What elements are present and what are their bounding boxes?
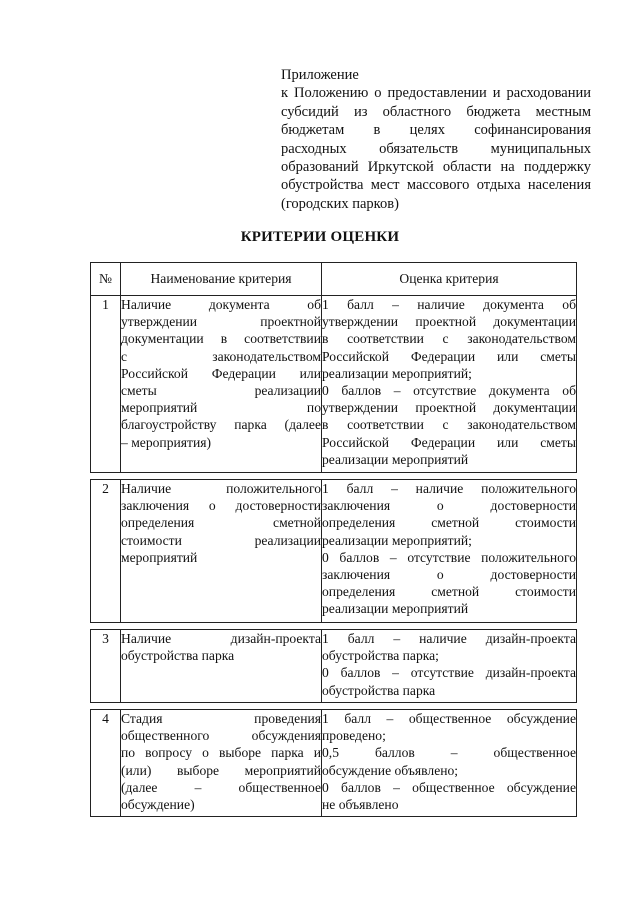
annex-line: Приложение: [281, 67, 359, 83]
criterion-score-line: 0 баллов – отсутствие положительного: [322, 549, 576, 565]
criterion-score-line: 0 баллов – отсутствие дизайн-проекта: [322, 665, 576, 681]
criterion-score-line: не объявлено: [322, 797, 399, 813]
criterion-score-line: реализации мероприятий;: [322, 365, 472, 381]
spacer-cell: [91, 473, 121, 480]
criterion-score-line: 1 балл – наличие положительного: [322, 481, 576, 496]
criterion-name-line: определения сметной: [121, 515, 321, 531]
criterion-name-line: стоимости реализации: [121, 532, 321, 548]
criterion-score-line: 1 балл – общественное обсуждение: [322, 711, 576, 726]
criterion-name-line: – мероприятия): [121, 434, 212, 450]
criterion-name-line: (или) выборе мероприятий: [121, 762, 321, 778]
criterion-name-line: Российской Федерации или: [121, 365, 321, 381]
annex-line: (городских парков): [281, 195, 399, 212]
criterion-score-line: реализации мероприятий;: [322, 532, 472, 548]
table-row: [91, 630, 577, 703]
criterion-score-line: Российской Федерации или сметы: [322, 348, 576, 364]
criterion-name-line: Наличие положительного: [121, 481, 321, 496]
criteria-table: [90, 262, 577, 817]
criterion-name-line: утверждении проектной: [121, 314, 321, 330]
spacer-cell: [322, 703, 577, 710]
criterion-name-line: мероприятий: [121, 549, 198, 565]
column-header-criterion-score: Оценка критерия: [322, 263, 577, 296]
criterion-score-line: реализации мероприятий: [322, 601, 469, 617]
annex-line: бюджетам в целях софинансирования: [281, 122, 591, 139]
criterion-score-line: 1 балл – наличие дизайн-проекта: [322, 631, 576, 646]
criterion-name-line: по вопросу о выборе парка и: [121, 745, 321, 761]
criterion-name: [121, 480, 322, 623]
criterion-score-line: обустройства парка: [322, 682, 436, 698]
criterion-score-line: 0,5 баллов – общественное: [322, 745, 576, 761]
spacer-cell: [322, 623, 577, 630]
criterion-name-line: с законодательством: [121, 348, 321, 364]
criterion-name: [121, 630, 322, 703]
annex-line: расходных обязательств муниципальных: [281, 140, 591, 157]
criterion-score: [322, 710, 577, 817]
annex-line: субсидий из областного бюджета местным: [281, 103, 591, 120]
table-row: [91, 710, 577, 817]
criterion-score-line: Российской Федерации или сметы: [322, 434, 576, 450]
annex-line: образований Иркутской области на поддержку: [281, 159, 591, 176]
criterion-score-line: в соответствии с законодательством: [322, 331, 576, 347]
criterion-score-line: утверждении проектной документации: [322, 400, 576, 416]
spacer-cell: [91, 623, 121, 630]
table-row: [91, 480, 577, 623]
criterion-score-line: 0 баллов – общественное обсуждение: [322, 779, 576, 795]
criterion-name-line: общественного обсуждения: [121, 728, 321, 744]
criterion-score-line: обустройства парка;: [322, 648, 439, 664]
row-number: 4: [91, 710, 121, 817]
criterion-name-line: обсуждение): [121, 797, 195, 813]
criterion-name-line: документации в соответствии: [121, 331, 321, 347]
criterion-score-line: заключения о достоверности: [322, 567, 576, 583]
spacer-cell: [121, 473, 322, 480]
criterion-name-line: Наличие документа об: [121, 297, 321, 312]
criterion-score: [322, 296, 577, 473]
spacer-cell: [322, 473, 577, 480]
criterion-score-line: в соответствии с законодательством: [322, 417, 576, 433]
row-number: 2: [91, 480, 121, 623]
criterion-score-line: определения сметной стоимости: [322, 584, 576, 600]
criterion-name-line: (далее – общественное: [121, 779, 321, 795]
criterion-name-line: Наличие дизайн-проекта: [121, 631, 321, 646]
annex-header: [281, 66, 591, 213]
criterion-name: [121, 710, 322, 817]
row-number: 3: [91, 630, 121, 703]
document-title: КРИТЕРИИ ОЦЕНКИ: [240, 229, 400, 245]
row-spacer: [91, 473, 577, 480]
spacer-cell: [91, 703, 121, 710]
criterion-name-line: сметы реализации: [121, 383, 321, 399]
criterion-name: [121, 296, 322, 473]
row-number: 1: [91, 296, 121, 473]
table-header-row: [91, 263, 577, 296]
table-row: [91, 296, 577, 473]
criterion-score: [322, 630, 577, 703]
row-spacer: [91, 623, 577, 630]
criterion-score-line: 0 баллов – отсутствие документа об: [322, 383, 576, 399]
criterion-name-line: заключения о достоверности: [121, 498, 321, 514]
criterion-name-line: мероприятий по: [121, 400, 321, 416]
annex-line: обустройства мест массового отдыха населения: [281, 177, 591, 194]
spacer-cell: [121, 703, 322, 710]
criterion-score-line: определения сметной стоимости: [322, 515, 576, 531]
criterion-score-line: реализации мероприятий: [322, 451, 469, 467]
criterion-name-line: благоустройству парка (далее: [121, 417, 321, 433]
criterion-name-line: обустройства парка: [121, 648, 235, 664]
criterion-score-line: проведено;: [322, 728, 386, 744]
criterion-score-line: 1 балл – наличие документа об: [322, 297, 576, 312]
column-header-number: №: [91, 263, 121, 296]
criterion-score-line: утверждении проектной документации: [322, 314, 576, 330]
row-spacer: [91, 703, 577, 710]
spacer-cell: [121, 623, 322, 630]
annex-line: к Положению о предоставлении и расходовании: [281, 85, 591, 102]
criterion-name-line: Стадия проведения: [121, 711, 321, 726]
column-header-criterion-name: Наименование критерия: [121, 263, 322, 296]
criterion-score-line: обсуждение объявлено;: [322, 762, 459, 778]
criterion-score: [322, 480, 577, 623]
criterion-score-line: заключения о достоверности: [322, 498, 576, 514]
